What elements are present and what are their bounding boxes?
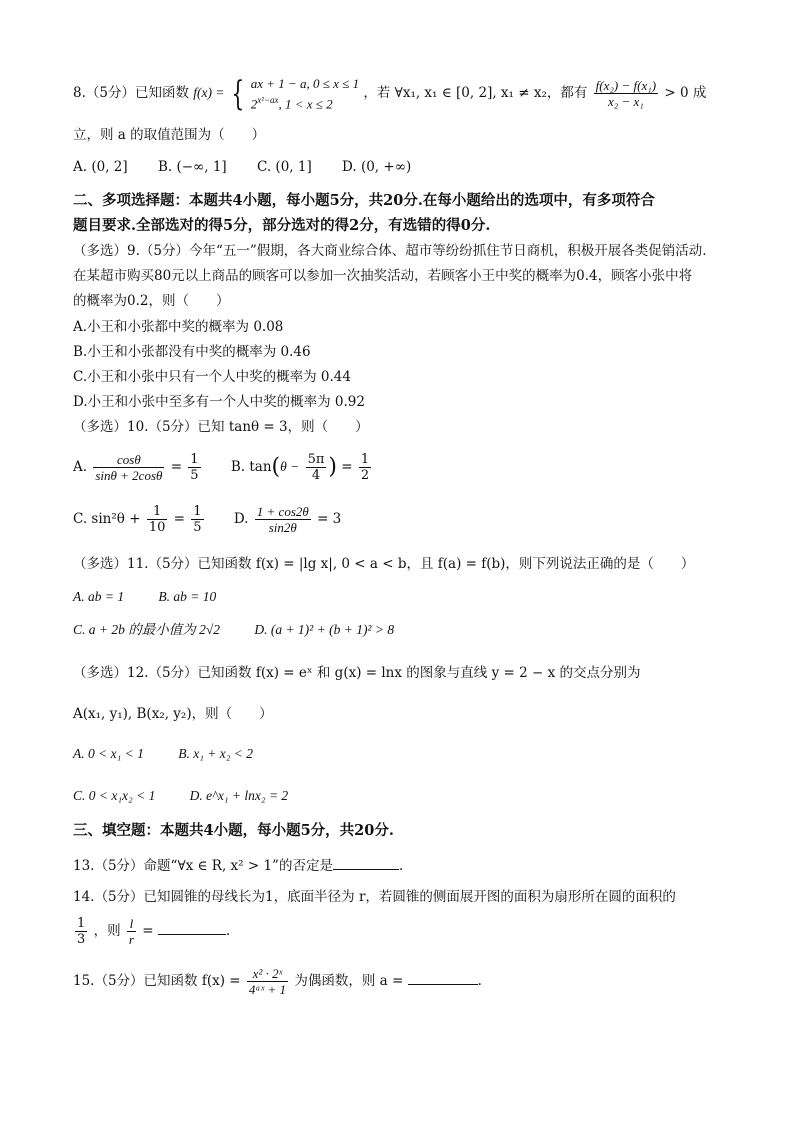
- q9-line3: 的概率为0.2，则（ ）: [73, 293, 230, 309]
- q11-option-b: B. ab = 10: [158, 589, 217, 604]
- q11-row2: [73, 621, 394, 639]
- q15-answer-blank[interactable]: [408, 972, 478, 985]
- q12-row1: [73, 745, 253, 763]
- q8-option-a: A. (0, 2]: [73, 159, 128, 175]
- q12-option-b: B. x₁ + x₂ < 2: [178, 746, 254, 761]
- q8-option-d: D. (0, +∞): [342, 159, 412, 175]
- q14-fraction: $\frac{1}{3}$: [77, 916, 86, 947]
- q9-option-c: C.小王和小张中只有一个人中奖的概率为 0.44: [73, 369, 351, 385]
- q8-option-b: B. (−∞, 1]: [157, 159, 227, 175]
- q12-stem: （多选）12.（5分）已知函数 f(x) = eˣ 和 g(x) = lnx 的图象与直线 y = 2 − x 的交点分别为: [73, 665, 641, 681]
- q8-line2: 立，则 a 的取值范围为（ ）: [73, 127, 266, 143]
- q9-option-b: B.小王和小张都没有中奖的概率为 0.46: [73, 344, 311, 360]
- q11-row1: [73, 588, 216, 606]
- q10-option-c: C. sin²θ + $\frac{1}{10}$ = $\frac{1}{5}$: [73, 504, 202, 535]
- q10-row2: [73, 504, 341, 535]
- q15-line: 15.（5分）已知函数 f(x) = $\frac{\text{x² · 2ˣ}}{\text{4ᵃˣ + 1}}$ 为偶函数，则 a = .: [73, 966, 482, 997]
- q9-option-a: A.小王和小张都中奖的概率为 0.08: [73, 319, 284, 335]
- q14-line1: 14.（5分）已知圆锥的母线长为1，底面半径为 r，若圆锥的侧面展开图的面积为扇形所在圆的面积的: [73, 889, 676, 905]
- q11-option-d: D. (a + 1)² + (b + 1)² > 8: [254, 622, 395, 637]
- q12-line2: A(x₁, y₁), B(x₂, y₂)，则（ ）: [73, 706, 273, 722]
- q8-line1: [73, 75, 706, 112]
- q8-cases: [251, 75, 359, 112]
- q12-row2: [73, 787, 288, 805]
- q12-option-c: C. 0 < x₁x₂ < 1: [73, 788, 156, 803]
- q8-tail: > 0 成: [664, 85, 707, 102]
- q14-line2: $\frac{1}{3}$ ，则 $\frac{l}{r}$ = .: [77, 916, 231, 947]
- q14-ratio: $\frac{l}{r}$: [128, 916, 134, 947]
- q10-option-d: D. $\frac{1 + \cos 2\theta}{\sin 2\theta}$ = 3: [233, 504, 342, 535]
- q13-answer-blank[interactable]: [333, 857, 399, 870]
- q12-option-d: D. e^x₁ + lnx₂ = 2: [189, 788, 289, 803]
- q10-row1: [73, 452, 373, 483]
- section2-title: 二、多项选择题：本题共4小题，每小题5分，共20分.在每小题给出的选项中，有多项符合: [73, 192, 655, 209]
- q10-option-b: B. tan(θ − $\frac{5\pi}{4}$ ) = $\frac{1}{2}$: [230, 452, 370, 483]
- q8-case2: $2^{x^2-ax}$, 1 < x ≤ 2: [250, 95, 333, 112]
- q8-condition: ，若 ∀x₁, x₁ ∈ [0, 2], x₁ ≠ x₂，都有: [363, 85, 588, 102]
- section2-title-line2: 题目要求.全部选对的得5分，部分选对的得2分，有选错的得0分.: [73, 217, 491, 234]
- q8-fdef: f(x) =: [193, 85, 225, 101]
- q9-line1: （多选）9.（5分）今年“五一”假期，各大商业综合体、超市等纷纷抓住节日商机，积极开展各类促销活动.: [73, 243, 707, 259]
- q9-line2: 在某超市购买80元以上商品的顾客可以参加一次抽奖活动，若顾客小王中奖的概率为0.4，顾客小张中将: [73, 268, 693, 284]
- q15-fraction: $\frac{\text{x² · 2ˣ}}{\text{4ᵃˣ + 1}}$: [248, 966, 287, 997]
- q11-stem: （多选）11.（5分）已知函数 f(x) = |lg x|, 0 < a < b，且 f(a) = f(b)，则下列说法正确的是（ ）: [73, 556, 695, 572]
- q14-answer-blank[interactable]: [158, 922, 226, 935]
- q9-option-d: D.小王和小张中至多有一个人中奖的概率为 0.92: [73, 394, 365, 410]
- q8-brace: {: [231, 73, 245, 114]
- q11-option-a: A. ab = 1: [73, 589, 125, 604]
- q10-option-a: A. $\frac{\cos\theta}{\sin\theta + 2\cos\theta}$ = $\frac{1}{5}$: [73, 452, 199, 483]
- q13-text: 13.（5分）命题“∀x ∈ R, x² > 1”的否定是: [73, 858, 333, 874]
- q12-option-a: A. 0 < x₁ < 1: [73, 746, 144, 761]
- section3-title: 三、填空题：本题共4小题，每小题5分，共20分.: [73, 822, 394, 839]
- q10-stem: （多选）10.（5分）已知 tanθ = 3，则（ ）: [73, 419, 369, 435]
- q8-options: [73, 158, 411, 176]
- q8-case1: ax + 1 − a, 0 ≤ x ≤ 1: [250, 76, 360, 91]
- q11-option-c: C. a + 2b 的最小值为 2√2: [73, 622, 221, 637]
- q8-fraction: $\frac{\text{f(x₂) − f(x₁)}}{\text{x₂ − x₁}}$: [595, 78, 657, 110]
- q8-prefix: 8.（5分）已知函数: [73, 85, 189, 102]
- q8-option-c: C. (0, 1]: [257, 159, 312, 175]
- q13-line: 13.（5分）命题“∀x ∈ R, x² > 1”的否定是 .: [73, 858, 404, 874]
